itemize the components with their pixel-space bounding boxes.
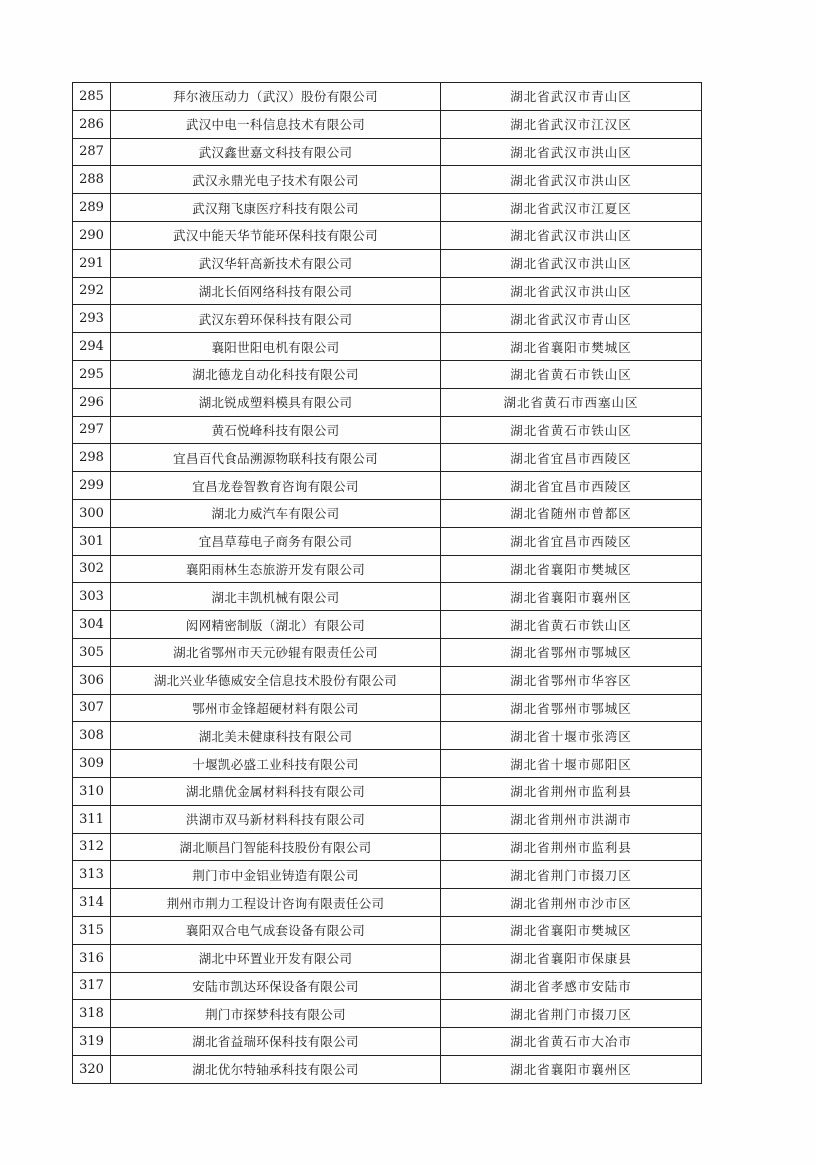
company-location: 湖北省鄂州市鄂城区: [441, 694, 702, 722]
company-location: 湖北省荆州市监利县: [441, 777, 702, 805]
company-location: 湖北省荆门市掇刀区: [441, 861, 702, 889]
table-body: [73, 83, 702, 1084]
row-number: 305: [73, 638, 111, 666]
row-number: 317: [73, 972, 111, 1000]
company-name: 湖北鼎优金属材料科技有限公司: [111, 777, 441, 805]
row-number: 315: [73, 916, 111, 944]
table-row: [73, 388, 702, 416]
row-number: 298: [73, 444, 111, 472]
company-name: 宜昌草莓电子商务有限公司: [111, 527, 441, 555]
company-location: 湖北省武汉市江汉区: [441, 110, 702, 138]
company-location: 湖北省宜昌市西陵区: [441, 444, 702, 472]
row-number: 295: [73, 360, 111, 388]
company-name: 武汉华轩高新技术有限公司: [111, 249, 441, 277]
table-row: [73, 583, 702, 611]
company-name: 湖北顺昌门智能科技股份有限公司: [111, 833, 441, 861]
table-row: [73, 722, 702, 750]
row-number: 318: [73, 1000, 111, 1028]
row-number: 300: [73, 499, 111, 527]
company-location: 湖北省襄阳市保康县: [441, 944, 702, 972]
company-location: 湖北省黄石市铁山区: [441, 416, 702, 444]
table-row: [73, 166, 702, 194]
company-location: 湖北省武汉市洪山区: [441, 166, 702, 194]
company-name: 荆门市探梦科技有限公司: [111, 1000, 441, 1028]
row-number: 288: [73, 166, 111, 194]
company-location: 湖北省荆州市监利县: [441, 833, 702, 861]
row-number: 291: [73, 249, 111, 277]
table-row: [73, 360, 702, 388]
company-name: 武汉中电一科信息技术有限公司: [111, 110, 441, 138]
table-row: [73, 277, 702, 305]
table-row: [73, 833, 702, 861]
row-number: 293: [73, 305, 111, 333]
row-number: 299: [73, 472, 111, 500]
company-name: 湖北锐成塑料模具有限公司: [111, 388, 441, 416]
row-number: 306: [73, 666, 111, 694]
table-row: [73, 805, 702, 833]
company-location: 湖北省宜昌市西陵区: [441, 527, 702, 555]
company-name: 湖北中环置业开发有限公司: [111, 944, 441, 972]
row-number: 309: [73, 750, 111, 778]
company-location: 湖北省武汉市洪山区: [441, 277, 702, 305]
company-name: 湖北丰凯机械有限公司: [111, 583, 441, 611]
table-row: [73, 416, 702, 444]
company-name: 湖北美未健康科技有限公司: [111, 722, 441, 750]
table-row: [73, 694, 702, 722]
row-number: 289: [73, 194, 111, 222]
company-name: 安陆市凯达环保设备有限公司: [111, 972, 441, 1000]
company-location: 湖北省武汉市青山区: [441, 83, 702, 111]
row-number: 308: [73, 722, 111, 750]
company-location: 湖北省黄石市西塞山区: [441, 388, 702, 416]
company-name: 荆门市中金铝业铸造有限公司: [111, 861, 441, 889]
row-number: 297: [73, 416, 111, 444]
row-number: 302: [73, 555, 111, 583]
company-location: 湖北省武汉市江夏区: [441, 194, 702, 222]
table-row: [73, 444, 702, 472]
company-location: 湖北省武汉市洪山区: [441, 249, 702, 277]
table-row: [73, 861, 702, 889]
table-row: [73, 555, 702, 583]
table-row: [73, 889, 702, 917]
table-row: [73, 527, 702, 555]
table-row: [73, 1000, 702, 1028]
company-list-table: [72, 82, 702, 1084]
row-number: 310: [73, 777, 111, 805]
company-name: 宜昌龙卷智教育咨询有限公司: [111, 472, 441, 500]
company-name: 襄阳世阳电机有限公司: [111, 333, 441, 361]
company-location: 湖北省襄阳市樊城区: [441, 555, 702, 583]
company-name: 黄石悦峰科技有限公司: [111, 416, 441, 444]
company-name: 武汉翔飞康医疗科技有限公司: [111, 194, 441, 222]
row-number: 314: [73, 889, 111, 917]
table-row: [73, 638, 702, 666]
company-name: 武汉中能天华节能环保科技有限公司: [111, 221, 441, 249]
company-name: 湖北省益瑞环保科技有限公司: [111, 1028, 441, 1056]
company-name: 拜尔液压动力（武汉）股份有限公司: [111, 83, 441, 111]
company-location: 湖北省孝感市安陆市: [441, 972, 702, 1000]
table-row: [73, 305, 702, 333]
company-location: 湖北省荆州市沙市区: [441, 889, 702, 917]
table-row: [73, 499, 702, 527]
company-location: 湖北省襄阳市樊城区: [441, 916, 702, 944]
table-row: [73, 777, 702, 805]
table-row: [73, 1055, 702, 1083]
row-number: 285: [73, 83, 111, 111]
table-row: [73, 972, 702, 1000]
company-location: 湖北省黄石市铁山区: [441, 611, 702, 639]
row-number: 316: [73, 944, 111, 972]
table-row: [73, 194, 702, 222]
table-row: [73, 472, 702, 500]
company-location: 湖北省鄂州市华容区: [441, 666, 702, 694]
row-number: 294: [73, 333, 111, 361]
table-row: [73, 333, 702, 361]
company-name: 湖北力威汽车有限公司: [111, 499, 441, 527]
table-row: [73, 110, 702, 138]
company-name: 武汉鑫世嘉文科技有限公司: [111, 138, 441, 166]
company-name: 湖北省鄂州市天元砂辊有限责任公司: [111, 638, 441, 666]
company-name: 襄阳双合电气成套设备有限公司: [111, 916, 441, 944]
company-location: 湖北省荆州市洪湖市: [441, 805, 702, 833]
company-name: 湖北长佰网络科技有限公司: [111, 277, 441, 305]
company-name: 宜昌百代食品溯源物联科技有限公司: [111, 444, 441, 472]
table-row: [73, 83, 702, 111]
company-name: 湖北德龙自动化科技有限公司: [111, 360, 441, 388]
company-location: 湖北省武汉市洪山区: [441, 221, 702, 249]
company-location: 湖北省随州市曾都区: [441, 499, 702, 527]
row-number: 303: [73, 583, 111, 611]
table-row: [73, 138, 702, 166]
table-row: [73, 750, 702, 778]
company-name: 荆州市荆力工程设计咨询有限责任公司: [111, 889, 441, 917]
company-location: 湖北省武汉市洪山区: [441, 138, 702, 166]
row-number: 319: [73, 1028, 111, 1056]
row-number: 286: [73, 110, 111, 138]
table-row: [73, 916, 702, 944]
row-number: 296: [73, 388, 111, 416]
company-location: 湖北省襄阳市樊城区: [441, 333, 702, 361]
company-location: 湖北省襄阳市襄州区: [441, 583, 702, 611]
company-location: 湖北省十堰市张湾区: [441, 722, 702, 750]
row-number: 301: [73, 527, 111, 555]
table-row: [73, 1028, 702, 1056]
table-row: [73, 249, 702, 277]
table-row: [73, 666, 702, 694]
company-location: 湖北省宜昌市西陵区: [441, 472, 702, 500]
company-name: 洪湖市双马新材料科技有限公司: [111, 805, 441, 833]
table-row: [73, 944, 702, 972]
row-number: 287: [73, 138, 111, 166]
company-name: 武汉东碧环保科技有限公司: [111, 305, 441, 333]
row-number: 307: [73, 694, 111, 722]
company-name: 湖北优尔特轴承科技有限公司: [111, 1055, 441, 1083]
company-location: 湖北省鄂州市鄂城区: [441, 638, 702, 666]
company-name: 武汉永鼎光电子技术有限公司: [111, 166, 441, 194]
company-name: 襄阳雨林生态旅游开发有限公司: [111, 555, 441, 583]
company-location: 湖北省襄阳市襄州区: [441, 1055, 702, 1083]
row-number: 320: [73, 1055, 111, 1083]
row-number: 304: [73, 611, 111, 639]
company-name: 闳网精密制版（湖北）有限公司: [111, 611, 441, 639]
table-row: [73, 611, 702, 639]
row-number: 292: [73, 277, 111, 305]
company-location: 湖北省黄石市大冶市: [441, 1028, 702, 1056]
row-number: 290: [73, 221, 111, 249]
row-number: 313: [73, 861, 111, 889]
row-number: 312: [73, 833, 111, 861]
company-name: 湖北兴业华德威安全信息技术股份有限公司: [111, 666, 441, 694]
company-location: 湖北省十堰市郧阳区: [441, 750, 702, 778]
row-number: 311: [73, 805, 111, 833]
company-location: 湖北省黄石市铁山区: [441, 360, 702, 388]
company-name: 鄂州市金锋超硬材料有限公司: [111, 694, 441, 722]
table-row: [73, 221, 702, 249]
company-location: 湖北省荆门市掇刀区: [441, 1000, 702, 1028]
company-name: 十堰凯必盛工业科技有限公司: [111, 750, 441, 778]
company-location: 湖北省武汉市青山区: [441, 305, 702, 333]
